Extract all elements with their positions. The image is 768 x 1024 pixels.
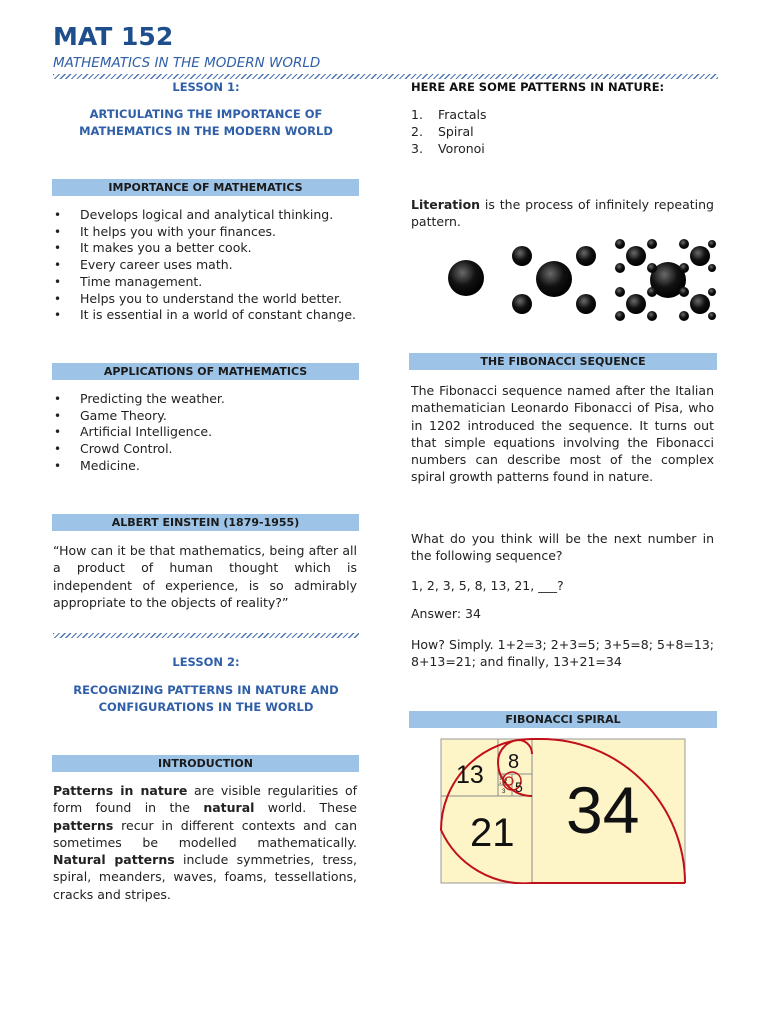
spiral-label-1a: 1: [499, 776, 502, 781]
introduction-header: INTRODUCTION: [52, 755, 359, 772]
intro-text: are visible regularities of form found in the: [53, 783, 357, 816]
page-title: MAT 152: [53, 22, 174, 51]
intro-bold: Patterns in nature: [53, 783, 188, 798]
spiral-label-21: 21: [470, 811, 515, 855]
lesson2-title-line1: RECOGNIZING PATTERNS IN NATURE AND: [73, 683, 339, 697]
list-item: • Medicine.: [52, 458, 362, 475]
list-item: • Time management.: [52, 274, 362, 291]
literation-paragraph: [411, 196, 714, 231]
list-item: • Artificial Intelligence.: [52, 424, 362, 441]
literation-term: Literation: [411, 197, 481, 212]
intro-text: include symmetries, tress, spiral, meanders, waves, foams, tessellations, cracks and stripes.: [53, 852, 357, 902]
list-item: • It is essential in a world of constant change.: [52, 307, 362, 324]
sequence-question: What do you think will be the next number in the following sequence?: [411, 531, 714, 564]
spiral-label-34: 34: [566, 773, 640, 847]
lesson1-label: LESSON 1:: [172, 80, 240, 94]
fractal-dots-image: [440, 236, 716, 332]
list-number: 1.: [411, 107, 423, 122]
sequence-text: 1, 2, 3, 5, 8, 13, 21, ___?: [411, 578, 564, 593]
list-item: • Game Theory.: [52, 408, 362, 425]
intro-bold: patterns: [53, 817, 114, 833]
header-divider: [53, 74, 718, 79]
einstein-quote: “How can it be that mathematics, being after all a product of human thought which is independent of experience, is so admirably appropriate to the objects of reality?”: [53, 543, 357, 610]
intro-bold: natural: [203, 800, 255, 816]
list-item: [411, 140, 611, 157]
literation-text: is the process of infinitely repeating pattern.: [411, 197, 714, 230]
spiral-label-3: 3: [502, 789, 506, 795]
introduction-paragraph: [53, 782, 357, 903]
lesson2-title: [53, 682, 359, 716]
spiral-label-5: 5: [515, 779, 523, 795]
intro-text: world. These: [254, 800, 357, 816]
fibonacci-spiral-header: FIBONACCI SPIRAL: [409, 711, 717, 728]
lesson1-title: [53, 106, 359, 140]
list-item: • Develops logical and analytical thinking.: [52, 207, 362, 224]
page-subtitle: MATHEMATICS IN THE MODERN WORLD: [53, 55, 321, 71]
spiral-label-2: 2: [504, 779, 508, 785]
list-item: [411, 123, 611, 140]
intro-bold: Natural patterns: [53, 852, 175, 868]
list-item: • It helps you with your finances.: [52, 224, 362, 241]
list-item: • Helps you to understand the world better.: [52, 291, 362, 308]
importance-header: IMPORTANCE OF MATHEMATICS: [52, 179, 359, 196]
lesson2-title-line2: CONFIGURATIONS IN THE WORLD: [98, 700, 314, 714]
importance-list: [52, 207, 362, 324]
answer-text: Answer: 34: [411, 606, 481, 621]
patterns-list: [411, 106, 611, 157]
lesson2-label: LESSON 2:: [172, 655, 240, 669]
patterns-heading: HERE ARE SOME PATTERNS IN NATURE:: [411, 80, 665, 94]
fibonacci-paragraph: The Fibonacci sequence named after the Italian mathematician Leonardo Fibonacci of Pisa, who in 1202 introduced the sequence. It turns out that simple equations involving the Fibonacci numbers can describe most of the complex spiral growth patterns found in nature.: [411, 383, 714, 485]
list-number: 2.: [411, 124, 423, 139]
applications-list: [52, 391, 362, 475]
list-number: 3.: [411, 141, 423, 156]
list-item: [411, 106, 611, 123]
lesson-divider: [53, 633, 359, 638]
fibonacci-sequence-header: THE FIBONACCI SEQUENCE: [409, 353, 717, 370]
how-explanation: How? Simply. 1+2=3; 2+3=5; 3+5=8; 5+8=13; 8+13=21; and finally, 13+21=34: [411, 637, 714, 670]
einstein-header: ALBERT EINSTEIN (1879-1955): [52, 514, 359, 531]
list-item: • Crowd Control.: [52, 441, 362, 458]
spiral-label-8: 8: [508, 751, 520, 773]
spiral-label-13: 13: [456, 761, 484, 789]
intro-text: recur in different contexts and can sometimes be modelled mathematically.: [53, 817, 357, 850]
list-label: Fractals: [438, 107, 487, 122]
list-label: Spiral: [438, 124, 474, 139]
fibonacci-spiral-image: [440, 738, 686, 884]
spiral-label-1b: 1: [499, 780, 502, 785]
list-label: Voronoi: [438, 141, 485, 156]
applications-header: APPLICATIONS OF MATHEMATICS: [52, 363, 359, 380]
list-item: • It makes you a better cook.: [52, 240, 362, 257]
lesson1-title-line2: MATHEMATICS IN THE MODERN WORLD: [79, 124, 333, 138]
list-item: • Predicting the weather.: [52, 391, 362, 408]
list-item: • Every career uses math.: [52, 257, 362, 274]
lesson1-title-line1: ARTICULATING THE IMPORTANCE OF: [89, 107, 323, 121]
